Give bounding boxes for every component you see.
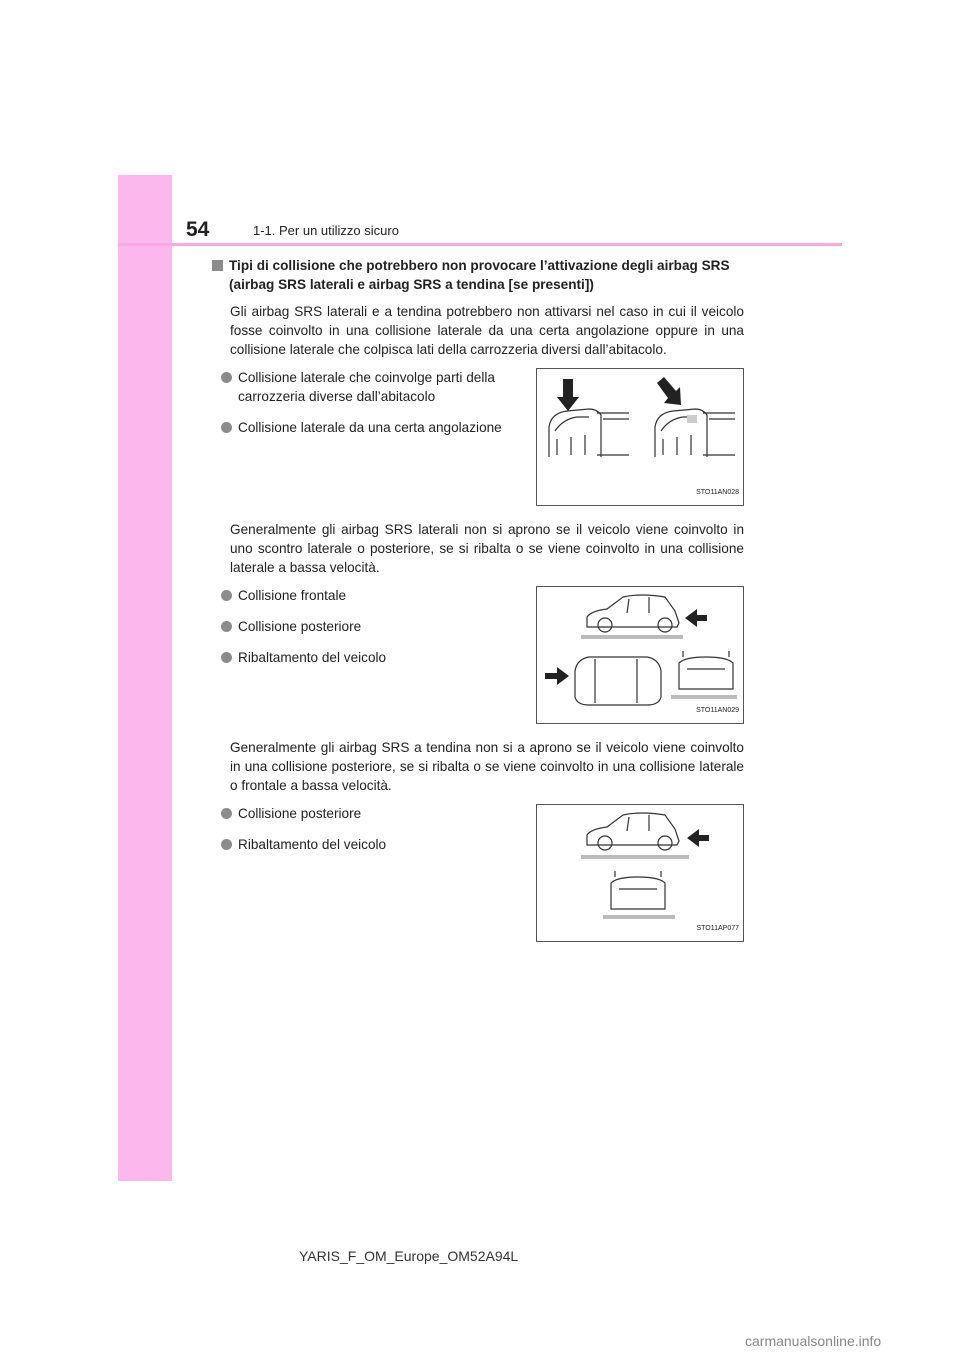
figure-code: STO11AP077 — [696, 925, 739, 932]
list-item — [221, 835, 511, 854]
list-item — [221, 617, 511, 636]
figure-row — [212, 804, 744, 942]
list-item-text: Collisione laterale da una certa angolazione — [238, 420, 502, 435]
page-number: 54 — [186, 218, 210, 241]
bullet-list — [212, 804, 511, 942]
bullet-list — [212, 368, 511, 506]
round-bullet-icon — [221, 372, 232, 383]
car-rollover-view — [679, 651, 733, 689]
round-bullet-icon — [221, 839, 232, 850]
heading-text: Tipi di collisione che potrebbero non provocare l’attivazione degli airbag SRS (airbag SRS laterali e airbag SRS a tendina [se presenti]) — [229, 258, 730, 292]
impact-arrow-icon — [685, 609, 707, 627]
paragraph: Generalmente gli airbag SRS a tendina non si a aprono se il veicolo viene coinvolto in una collisione posteriore, se si ribalta o se viene coinvolto in una collisione laterale o frontale a bassa velocità. — [230, 740, 744, 793]
list-item — [221, 368, 511, 406]
square-bullet-icon — [212, 260, 223, 271]
header-divider — [118, 243, 842, 246]
round-bullet-icon — [221, 652, 232, 663]
figure-row — [212, 368, 744, 506]
figure-code: STO11AN028 — [696, 489, 739, 496]
illustration-rear-rollover — [536, 804, 744, 942]
paragraph: Gli airbag SRS laterali e a tendina potrebbero non attivarsi nel caso in cui il veicolo fosse coinvolto in una collisione laterale da una certa angolazione oppure in una collisione laterale che colpisca lati della carrozzeria diversi dall’abitacolo. — [230, 304, 744, 357]
illustration-frontal-rear-rollover — [536, 586, 744, 724]
bullet-list — [212, 586, 511, 724]
impact-arrow-icon — [687, 829, 709, 847]
document-code: YARIS_F_OM_Europe_OM52A94L — [299, 1248, 519, 1264]
list-item — [221, 804, 511, 823]
list-item-text: Ribaltamento del veicolo — [238, 837, 387, 852]
watermark: carmanualsonline.info — [745, 1333, 882, 1349]
figure-row — [212, 586, 744, 724]
round-bullet-icon — [221, 422, 232, 433]
figure-code: STO11AN029 — [696, 707, 739, 714]
round-bullet-icon — [221, 621, 232, 632]
subsection-heading — [212, 256, 744, 294]
round-bullet-icon — [221, 808, 232, 819]
car-rollover-view — [611, 871, 665, 909]
list-item-text: Collisione posteriore — [238, 619, 362, 634]
list-item-text: Collisione posteriore — [238, 806, 362, 821]
list-item-text: Collisione frontale — [238, 588, 347, 603]
list-item — [221, 648, 511, 667]
illustration-side-impact — [536, 368, 744, 506]
impact-arrow-icon — [657, 377, 681, 405]
car-top-view — [575, 657, 661, 705]
car-top-view-left — [549, 409, 629, 457]
round-bullet-icon — [221, 590, 232, 601]
paragraph: Generalmente gli airbag SRS laterali non si aprono se il veicolo viene coinvolto in uno scontro laterale o posteriore, se si ribalta o se viene coinvolto in una collisione laterale a bassa velocità. — [230, 522, 744, 575]
list-item — [221, 418, 511, 437]
page-content — [212, 256, 744, 942]
list-item — [221, 586, 511, 605]
car-side-view — [587, 595, 679, 632]
impact-arrow-icon — [557, 379, 579, 411]
chapter-sidebar-tab — [118, 175, 172, 1181]
section-title: 1-1. Per un utilizzo sicuro — [253, 223, 399, 238]
list-item-text: Ribaltamento del veicolo — [238, 650, 387, 665]
impact-arrow-icon — [545, 667, 569, 685]
list-item-text: Collisione laterale che coinvolge parti della carrozzeria diverse dall’abitacolo — [238, 370, 495, 404]
car-side-view — [587, 813, 679, 850]
